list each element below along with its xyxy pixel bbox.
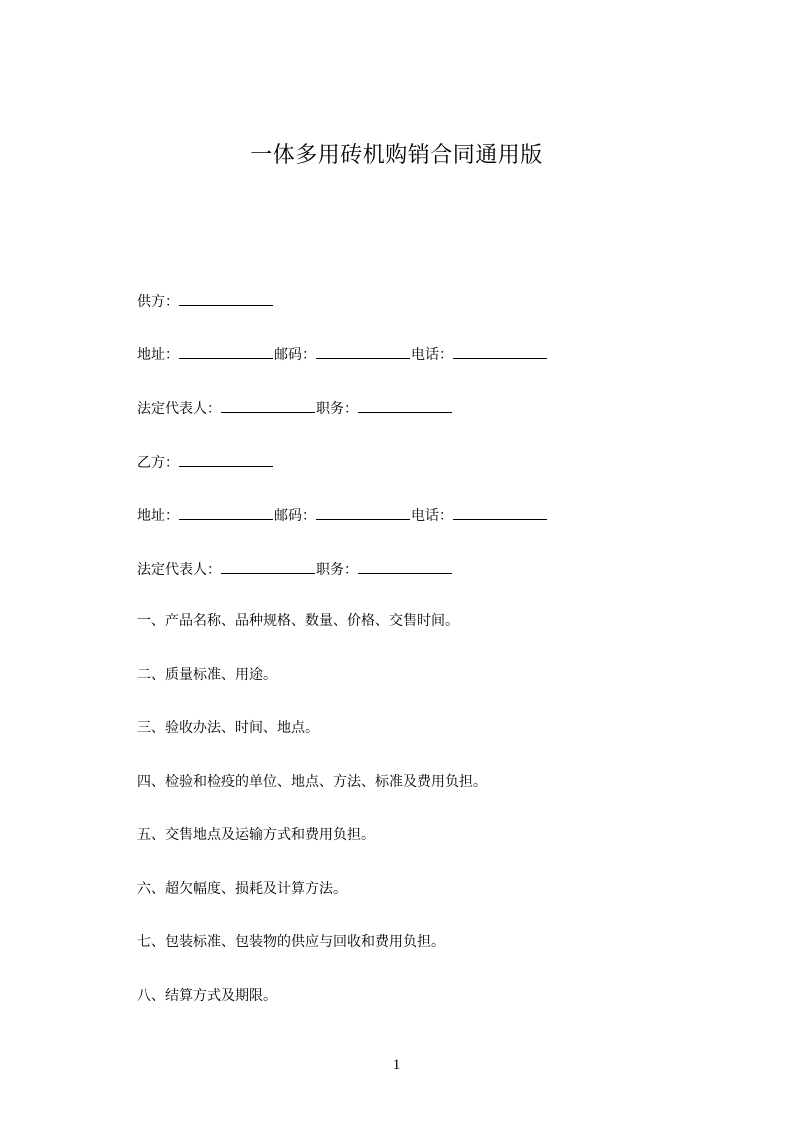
clause-3: 三、验收办法、时间、地点。: [137, 720, 319, 736]
supplier-name-blank: [179, 291, 273, 306]
buyer-label: 乙方：: [137, 455, 179, 471]
buyer-name-blank: [179, 452, 273, 467]
supplier-postcode-blank: [316, 344, 410, 359]
buyer-postcode-blank: [316, 505, 410, 520]
clause-6: 六、超欠幅度、损耗及计算方法。: [137, 881, 347, 897]
buyer-postcode-label: 邮码：: [274, 508, 316, 524]
supplier-contact-line: [137, 344, 548, 365]
page-number: 1: [392, 1057, 401, 1073]
supplier-address-blank: [179, 344, 273, 359]
supplier-position-label: 职务：: [316, 401, 358, 417]
clause-1: 一、产品名称、品种规格、数量、价格、交售时间。: [137, 613, 459, 629]
clause-7: 七、包装标准、包装物的供应与回收和费用负担。: [137, 934, 445, 950]
buyer-contact-line: [137, 505, 548, 526]
buyer-representative-line: [137, 559, 453, 580]
buyer-line: [137, 452, 274, 473]
supplier-legal-rep-blank: [221, 398, 315, 413]
buyer-phone-label: 电话：: [411, 508, 453, 524]
supplier-representative-line: [137, 398, 453, 419]
supplier-line: [137, 291, 274, 312]
clause-4: 四、检验和检疫的单位、地点、方法、标准及费用负担。: [137, 774, 487, 790]
buyer-address-blank: [179, 505, 273, 520]
buyer-phone-blank: [453, 505, 547, 520]
buyer-legal-rep-label: 法定代表人：: [137, 562, 221, 578]
supplier-phone-blank: [453, 344, 547, 359]
supplier-legal-rep-label: 法定代表人：: [137, 401, 221, 417]
supplier-label: 供方：: [137, 294, 179, 310]
buyer-position-blank: [358, 559, 452, 574]
supplier-position-blank: [358, 398, 452, 413]
buyer-position-label: 职务：: [316, 562, 358, 578]
clause-8: 八、结算方式及期限。: [137, 988, 277, 1004]
clause-2: 二、质量标准、用途。: [137, 667, 277, 683]
clause-5: 五、交售地点及运输方式和费用负担。: [137, 827, 375, 843]
document-title: 一体多用砖机购销合同通用版: [250, 143, 543, 168]
supplier-phone-label: 电话：: [411, 347, 453, 363]
buyer-legal-rep-blank: [221, 559, 315, 574]
supplier-postcode-label: 邮码：: [274, 347, 316, 363]
buyer-address-label: 地址：: [137, 508, 179, 524]
supplier-address-label: 地址：: [137, 347, 179, 363]
